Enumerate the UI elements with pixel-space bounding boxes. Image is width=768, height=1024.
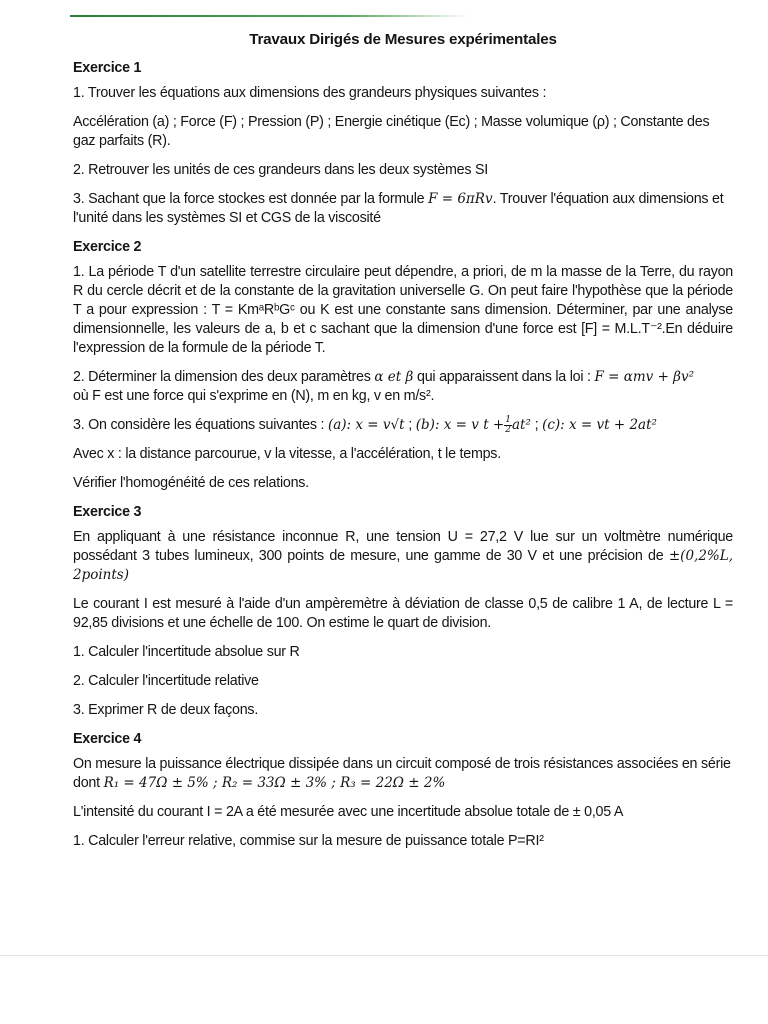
ex2-q2-text-b: qui apparaissent dans la loi : — [417, 369, 591, 385]
ex2-question-3 — [73, 416, 733, 435]
ex4-paragraph-2: L'intensité du courant I = 2A a été mesurée avec une incertitude absolue totale de ± 0,05 A — [73, 804, 624, 820]
ex3-paragraph-1 — [73, 528, 733, 585]
fraction-numerator: 1 — [505, 415, 511, 425]
ex3-paragraph-2: Le courant I est mesuré à l'aide d'un ampèremètre à déviation de classe 0,5 de calibre 1 A, de lecture L = 92,85 divisions et une échelle de 100. On estime le quart de division. — [73, 596, 733, 631]
ex4-question-1: 1. Calculer l'erreur relative, commise sur la mesure de puissance totale P=RI² — [73, 833, 544, 849]
ex2-q3-intro: 3. On considère les équations suivantes : — [73, 417, 325, 433]
ex1-q3-text-a: 3. Sachant que la force stockes est donnée par la formule — [73, 191, 425, 207]
exercise-4-heading: Exercice 4 — [73, 731, 142, 747]
document-title: Travaux Dirigés de Mesures expérimentales — [249, 31, 557, 48]
ex3-question-3: 3. Exprimer R de deux façons. — [73, 702, 259, 718]
ex4-paragraph-1 — [73, 755, 733, 793]
ex4-p1-text: On mesure la puissance électrique dissipée dans un circuit composé de trois résistances associées en série dont — [73, 756, 731, 791]
equation-b-pre: (b): x = v t + — [415, 417, 505, 433]
ex3-p1-text: En appliquant à une résistance inconnue R, une tension U = 27,2 V lue sur un voltmètre numérique possédant 3 tubes lumineux, 300 points de mesure, une gamme de 30 V et une précision de — [73, 529, 733, 564]
ex2-question-1: 1. La période T d'un satellite terrestre circulaire peut dépendre, a priori, de m la masse de la Terre, du rayon R du cercle décrit et de la constante de la gravitation universelle G. On peut faire l'hypothèse que la période T a pour expression : T = KmᵃRᵇGᶜ ou K est une constante sans dimension. Déterminer, par une analyse dimensionnelle, les valeurs de a, b et c sachant que la dimension d'une force est [F] = M.L.T⁻².En déduire l'expression de la formule de la période T. — [73, 264, 733, 356]
document-page — [73, 24, 733, 861]
equation-separator: ; — [534, 417, 539, 433]
fraction-denominator: 2 — [505, 425, 511, 435]
ex2-variables-definition: Avec x : la distance parcourue, v la vitesse, a l'accélération, t le temps. — [73, 446, 501, 462]
stokes-formula: F = 6πRv — [428, 191, 493, 207]
exercise-3-heading: Exercice 3 — [73, 504, 142, 520]
ex1-question-1: 1. Trouver les équations aux dimensions des grandeurs physiques suivantes : — [73, 85, 547, 101]
equation-b-post: at² — [511, 417, 531, 433]
fraction-one-half — [504, 416, 512, 435]
equation-b — [416, 417, 531, 433]
ex1-quantities-list: Accélération (a) ; Force (F) ; Pression (P) ; Energie cinétique (Eᴄ) ; Masse volumique (ρ) ; Constante des gaz parfaits (R). — [73, 114, 710, 149]
ex2-law-formula: F = αmv + βv² — [594, 369, 695, 385]
voltmeter-precision: ±(0,2%L, 2points) — [73, 548, 733, 583]
ex2-question-2 — [73, 368, 733, 406]
ex3-question-1: 1. Calculer l'incertitude absolue sur R — [73, 644, 300, 660]
equation-separator: ; — [408, 417, 413, 433]
exercise-1-heading: Exercice 1 — [73, 60, 142, 76]
top-decorative-rule — [70, 15, 470, 17]
ex1-q3-text-b: . Trouver l'équation aux dimensions et l'unité dans les systèmes SI et CGS de la viscosité — [73, 191, 724, 226]
resistor-values: R₁ = 47Ω ± 5% ; R₂ = 33Ω ± 3% ; R₃ = 22Ω ± 2% — [103, 775, 446, 791]
ex3-question-2: 2. Calculer l'incertitude relative — [73, 673, 259, 689]
ex2-params: α et β — [374, 369, 414, 385]
ex1-question-2: 2. Retrouver les unités de ces grandeurs dans les deux systèmes SI — [73, 162, 489, 178]
exercise-2-heading: Exercice 2 — [73, 239, 142, 255]
ex2-verify-instruction: Vérifier l'homogénéité de ces relations. — [73, 475, 309, 491]
ex2-q2-text-c: où F est une force qui s'exprime en (N), m en kg, v en m/s². — [73, 388, 435, 404]
ex2-q2-text-a: 2. Déterminer la dimension des deux paramètres — [73, 369, 371, 385]
ex1-question-3 — [73, 190, 733, 228]
equation-c: (c): x = vt + 2at² — [542, 417, 657, 433]
page-bottom-edge — [0, 955, 768, 956]
equation-a: (a): x = v√t — [327, 417, 405, 433]
